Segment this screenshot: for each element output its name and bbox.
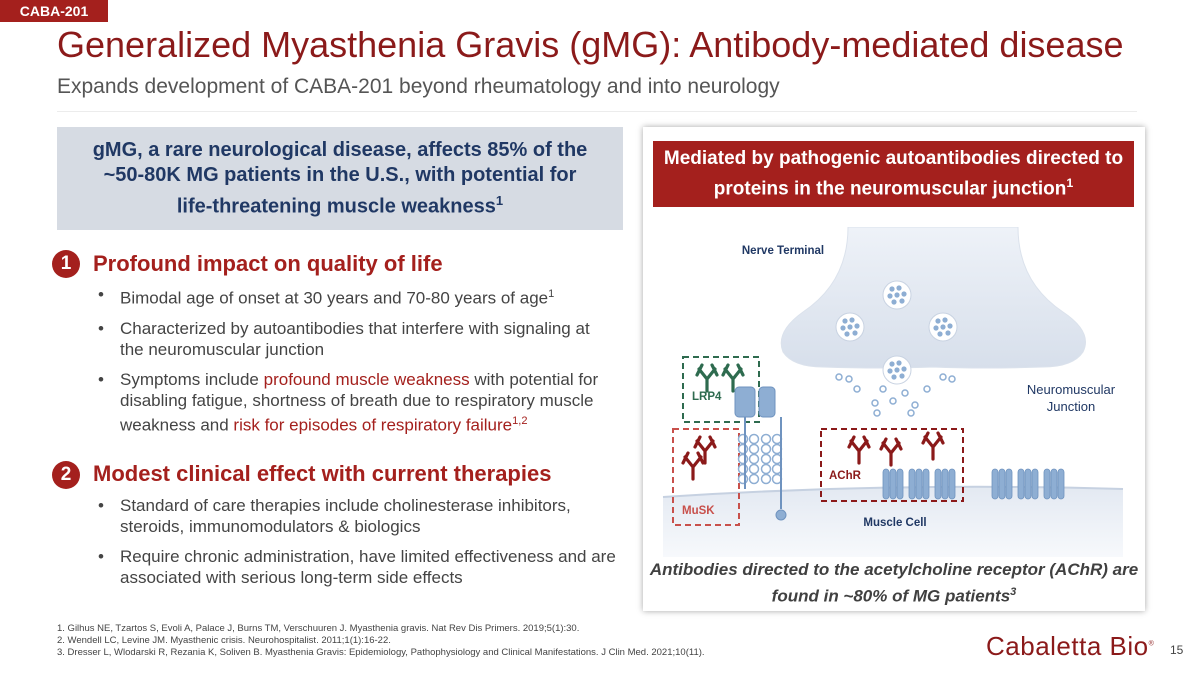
key-fact-callout: [57, 127, 623, 230]
achr-antibody: [849, 437, 869, 463]
highlight-text: risk for episodes of respiratory failure: [233, 415, 513, 435]
achr-receptor: [935, 469, 955, 499]
synaptic-vesicle: [883, 281, 911, 309]
caption-footnote-ref: 3: [1010, 586, 1017, 598]
nmj-panel: [643, 127, 1145, 611]
logo-text: Cabaletta Bio: [986, 631, 1149, 661]
lrp4-protein: [735, 387, 755, 417]
panel-banner: [653, 141, 1134, 207]
nmj-label-line2: Junction: [1046, 399, 1096, 414]
reference-item: 3. Dresser L, Wlodarski R, Rezania K, Soliven B. Myasthenia Gravis: Epidemiology, Pathophysiology and Clinical Manifestations. J Clin Med. 2021;10(11).: [57, 647, 705, 658]
achr-receptor: [992, 469, 1012, 499]
section-2-bullets: [98, 495, 618, 597]
synaptic-vesicle: [836, 313, 864, 341]
logo-registered-mark: ®: [1148, 640, 1155, 648]
muscle-cell-label: Muscle Cell: [863, 517, 927, 529]
protein-chain: [739, 435, 748, 484]
company-logo: [986, 631, 1154, 662]
protein-chain: [762, 435, 771, 484]
section-heading-2: Modest clinical effect with current therapies: [93, 461, 552, 486]
callout-footnote-ref: 1: [495, 192, 504, 208]
bullet-item: [98, 318, 618, 360]
section-number-1: 1: [52, 250, 80, 278]
protein-chain: [750, 435, 759, 484]
panel-banner-text: Mediated by pathogenic autoantibodies directed to proteins in the neuromuscular junction: [663, 147, 1124, 200]
slide-title: Generalized Myasthenia Gravis (gMG): Antibody-mediated disease: [57, 24, 1124, 65]
page-number: 15: [1170, 643, 1184, 657]
reference-item: 1. Gilhus NE, Tzartos S, Evoli A, Palace J, Burns TM, Verschuuren J. Myasthenia gravis. Nat Rev Dis Primers. 2019;5(1):30.: [57, 623, 580, 634]
nerve-terminal-label: Nerve Terminal: [741, 245, 825, 257]
document-tag: CABA-201: [0, 0, 108, 22]
achr-antibody: [881, 439, 901, 465]
bullet-item: [98, 546, 618, 588]
highlight-text: profound muscle weakness: [263, 369, 470, 389]
bullet-text: Standard of care therapies include cholinesterase inhibitors, steroids, immunomodulators & biologics: [120, 496, 571, 536]
panel-caption: [643, 559, 1145, 608]
bullet-text: Bimodal age of onset at 30 years and 70-80 years of age: [120, 288, 549, 308]
neuromuscular-junction-diagram: [643, 227, 1145, 557]
section-number-2: 2: [52, 461, 80, 489]
achr-receptor: [1018, 469, 1038, 499]
bullet-text: Require chronic administration, have limited effectiveness and are associated with serious long-term side effects: [120, 547, 616, 587]
section-1-bullets: [98, 284, 618, 444]
panel-caption-text: Antibodies directed to the acetylcholine receptor (AChR) are found in ~80% of MG patients: [649, 560, 1139, 606]
synaptic-vesicle: [883, 356, 911, 384]
lrp4-antibody: [697, 365, 717, 391]
achr-antibody: [923, 433, 943, 459]
reference-item: 2. Wendell LC, Levine JM. Myasthenic crisis. Neurohospitalist. 2011;1(1):16-22.: [57, 635, 391, 646]
musk-label: MuSK: [682, 505, 715, 517]
banner-footnote-ref: 1: [1066, 175, 1074, 190]
bullet-item: [98, 284, 618, 309]
title-divider: [57, 111, 1137, 112]
slide-subtitle: Expands development of CABA-201 beyond rheumatology and into neurology: [57, 75, 780, 98]
bullet-item: [98, 495, 618, 537]
section-heading-1: Profound impact on quality of life: [93, 251, 443, 276]
bullet-text: Characterized by autoantibodies that interfere with signaling at the neuromuscular junction: [120, 318, 590, 359]
bullet-item: [98, 369, 618, 436]
achr-label: AChR: [829, 470, 861, 482]
bullet-text: Symptoms include: [120, 369, 264, 389]
achr-receptor: [1044, 469, 1064, 499]
synaptic-vesicle: [929, 313, 957, 341]
bullet-text: with potential for disabling fatigue, shortness of breath due to respiratory muscle weakness and: [120, 369, 599, 435]
achr-receptor: [883, 469, 903, 499]
lrp4-label: LRP4: [692, 391, 722, 403]
achr-receptor: [909, 469, 929, 499]
callout-text: gMG, a rare neurological disease, affects 85% of the ~50-80K MG patients in the U.S., with potential for life-threatening muscle weakness: [92, 138, 588, 218]
nerve-terminal-shape: [781, 227, 1085, 368]
nmj-label-line1: Neuromuscular: [1026, 382, 1116, 397]
footnote-ref: 1: [548, 288, 555, 300]
footnote-ref: 1,2: [512, 414, 528, 427]
musk-antibody: [683, 453, 703, 479]
references: [57, 623, 705, 659]
